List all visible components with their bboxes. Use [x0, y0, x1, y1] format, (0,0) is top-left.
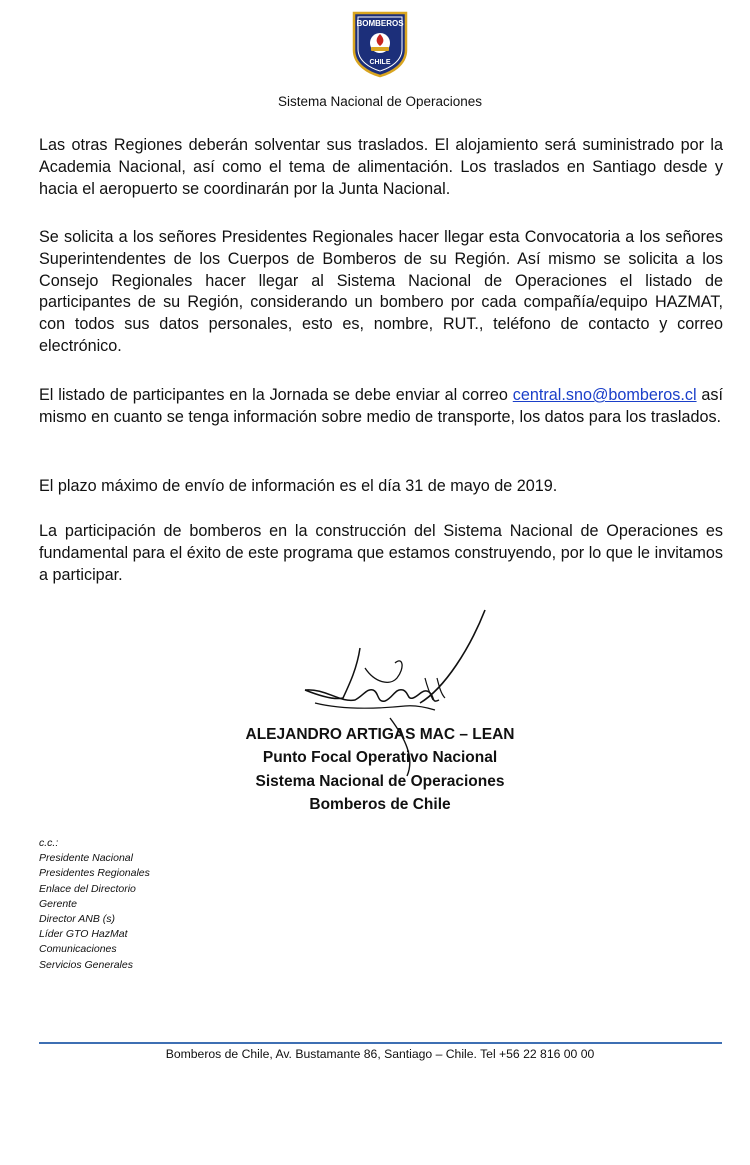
cc-recipient: Servicios Generales	[39, 958, 133, 971]
logo-text-bottom: CHILE	[369, 59, 391, 66]
email-link[interactable]: central.sno@bomberos.cl	[512, 386, 697, 404]
bomberos-chile-logo	[351, 10, 409, 78]
paragraph-transport: Las otras Regiones deberán solventar sus traslados. El alojamiento será suministrado por la Academia Nacional, así como el tema de alimentación. Los traslados en Santiago desde y hacia el aeropuerto se coordinarán por la Junta Nacional.	[39, 136, 723, 198]
cc-recipient: Líder GTO HazMat	[39, 928, 128, 941]
paragraph-deadline: El plazo máximo de envío de información es el día 31 de mayo de 2019.	[39, 477, 558, 495]
paragraph-participants-list	[39, 385, 723, 429]
cc-recipient: Comunicaciones	[39, 943, 117, 956]
cc-recipient: Director ANB (s)	[39, 913, 116, 926]
paragraph-text-after-email: así mismo en cuanto se tenga información sobre medio de transporte, los datos para los traslados.	[39, 386, 723, 426]
cc-label: c.c.:	[39, 837, 59, 849]
footer-divider	[39, 1042, 722, 1044]
cc-recipient: Gerente	[39, 897, 77, 910]
signer-organization: Sistema Nacional de Operaciones	[255, 772, 505, 790]
cc-recipient: Presidente Nacional	[39, 852, 133, 865]
cc-recipient: Enlace del Directorio	[39, 882, 136, 895]
paragraph-invitation: La participación de bomberos en la construcción del Sistema Nacional de Operaciones es fundamental para el éxito de este programa que estamos construyendo, por lo que le invitamos a participar.	[39, 522, 723, 584]
cc-list	[39, 836, 150, 973]
signer-role: Punto Focal Operativo Nacional	[262, 749, 498, 767]
signature-block	[0, 723, 750, 817]
signer-name: ALEJANDRO ARTIGAS MAC – LEAN	[245, 726, 515, 743]
paragraph-request: Se solicita a los señores Presidentes Regionales hacer llegar esta Convocatoria a los señores Superintendentes de los Cuerpos de Bomberos de su Región. Así mismo se solicita a los Consejo Regionales hacer llegar al Sistema Nacional de Operaciones el listado de participantes de su Región, considerando un bombero por cada compañía/equipo HAZMAT, con todos sus datos personales, esto es, nombre, RUT., teléfono de contacto y correo electrónico.	[39, 228, 723, 355]
logo-text-top: BOMBEROS	[356, 19, 404, 28]
paragraph-text-before-email: El listado de participantes en la Jornada se debe enviar al correo	[39, 386, 513, 404]
header-subtitle: Sistema Nacional de Operaciones	[277, 94, 483, 109]
cc-recipient: Presidentes Regionales	[39, 867, 150, 880]
footer-address: Bomberos de Chile, Av. Bustamante 86, Santiago – Chile. Tel +56 22 816 00 00	[165, 1047, 595, 1061]
signer-institution: Bomberos de Chile	[309, 796, 451, 814]
